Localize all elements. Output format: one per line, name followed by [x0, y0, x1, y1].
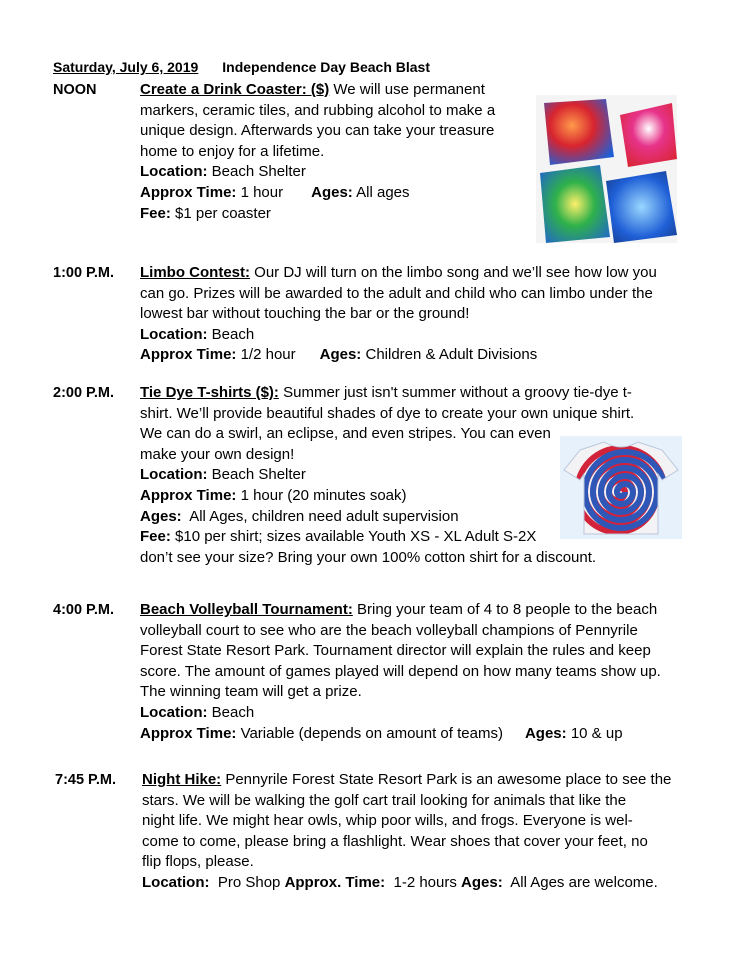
coaster-illustration	[536, 95, 677, 243]
fee-label: Fee:	[140, 528, 171, 546]
ages-value: All ages	[356, 183, 410, 201]
ages-label: Ages:	[311, 183, 353, 201]
drink-coaster-photo	[536, 95, 677, 243]
activity-desc-line: Pennyrile Forest State Resort Park is an awesome place to see the	[221, 771, 672, 788]
location-value: Beach Shelter	[211, 163, 306, 181]
activity-desc-line: We can do a swirl, an eclipse, and even stripes. You can even	[140, 425, 551, 443]
fee-label: Fee:	[140, 204, 171, 222]
activity-desc-line: Summer just isn't summer without a groovy tie-dye t-	[278, 384, 632, 401]
time-745pm: 7:45 P.M.	[55, 772, 116, 788]
location-label: Location:	[142, 873, 210, 891]
location-label: Location:	[140, 703, 208, 721]
activity-desc-line: Our DJ will turn on the limbo song and we’ll see how low you	[250, 264, 657, 281]
approx-time-value: Variable (depends on amount of teams)	[240, 724, 503, 742]
ages-value: All Ages, children need adult supervision	[189, 507, 459, 525]
approx-time-label: Approx Time:	[140, 486, 237, 504]
activity-desc-line: stars. We will be walking the golf cart trail looking for animals that like the	[142, 791, 627, 809]
location-label: Location:	[140, 466, 208, 484]
activity-desc-line: Bring your team of 4 to 8 people to the beach	[352, 601, 658, 618]
ages-value: All Ages are welcome.	[510, 873, 658, 891]
ages-label: Ages:	[319, 346, 362, 364]
ages-label: Ages:	[461, 873, 503, 891]
event-name: Independence Day Beach Blast	[222, 59, 431, 75]
activity-drink-coaster	[140, 80, 495, 224]
ages-value: Children & Adult Divisions	[365, 346, 538, 364]
approx-time-value: 1/2 hour	[240, 346, 296, 364]
activity-desc-line: home to enjoy for a lifetime.	[140, 142, 325, 160]
approx-time-label: Approx Time:	[140, 346, 237, 364]
location-value: Pro Shop	[217, 873, 281, 891]
activity-desc-line: night life. We might hear owls, whip poor wills, and frogs. Everyone is wel-	[142, 812, 633, 830]
ages-label: Ages:	[140, 507, 182, 525]
activity-beach-volleyball	[140, 600, 661, 744]
location-value: Beach Shelter	[211, 466, 306, 484]
tie-dye-shirt-photo	[560, 436, 682, 539]
time-4pm: 4:00 P.M.	[53, 602, 114, 618]
activity-desc-line: We will use permanent	[329, 81, 485, 98]
activity-title: Night Hike:	[142, 771, 222, 788]
activity-title: Tie Dye T-shirts ($):	[140, 384, 279, 401]
ages-label: Ages:	[524, 724, 567, 742]
ages-value: 10 & up	[570, 724, 623, 742]
approx-time-value: 1 hour (20 minutes soak)	[240, 486, 407, 504]
activity-desc-line: score. The amount of games played will depend on how many teams show up.	[140, 662, 661, 680]
fee-value: $10 per shirt; sizes available Youth XS - XL Adult S-2X	[175, 528, 537, 546]
activity-desc-line: make your own design!	[140, 445, 295, 463]
activity-desc-line: shirt. We’ll provide beautiful shades of dye to create your own unique shirt.	[140, 404, 635, 422]
approx-time-label: Approx Time:	[140, 724, 237, 742]
location-label: Location:	[140, 325, 208, 343]
time-noon: NOON	[53, 82, 97, 98]
activity-desc-line: volleyball court to see who are the beach volleyball champions of Pennyrile	[140, 621, 638, 639]
activity-title: Beach Volleyball Tournament:	[140, 601, 353, 618]
event-date: Saturday, July 6, 2019	[53, 59, 199, 75]
activity-title: Limbo Contest:	[140, 264, 250, 281]
time-2pm: 2:00 P.M.	[53, 385, 114, 401]
tie-dye-illustration	[560, 436, 682, 539]
activity-desc-line: markers, ceramic tiles, and rubbing alcohol to make a	[140, 101, 496, 119]
location-value: Beach	[211, 325, 255, 343]
activity-desc-line: Forest State Resort Park. Tournament director will explain the rules and keep	[140, 642, 651, 660]
approx-time-value: 1 hour	[240, 183, 284, 201]
activity-title: Create a Drink Coaster: ($)	[140, 81, 330, 98]
event-header	[53, 58, 430, 76]
time-1pm: 1:00 P.M.	[53, 265, 114, 281]
activity-night-hike	[142, 770, 671, 894]
approx-time-label: Approx. Time:	[284, 873, 386, 891]
activity-desc-line: come to come, please bring a flashlight. Wear shoes that cover your feet, no	[142, 832, 648, 850]
approx-time-value: 1-2 hours	[393, 873, 457, 891]
approx-time-label: Approx Time:	[140, 183, 237, 201]
location-value: Beach	[211, 703, 255, 721]
activity-desc-line: can go. Prizes will be awarded to the adult and child who can limbo under the	[140, 284, 653, 302]
fee-note: don’t see your size? Bring your own 100% cotton shirt for a discount.	[140, 548, 597, 566]
location-label: Location:	[140, 163, 208, 181]
activity-limbo	[140, 263, 657, 366]
activity-desc-line: unique design. Afterwards you can take your treasure	[140, 122, 495, 140]
activity-desc-line: lowest bar without touching the bar or the ground!	[140, 305, 470, 323]
fee-value: $1 per coaster	[175, 204, 271, 222]
activity-desc-line: The winning team will get a prize.	[140, 683, 362, 701]
activity-desc-line: flip flops, please.	[142, 853, 254, 871]
